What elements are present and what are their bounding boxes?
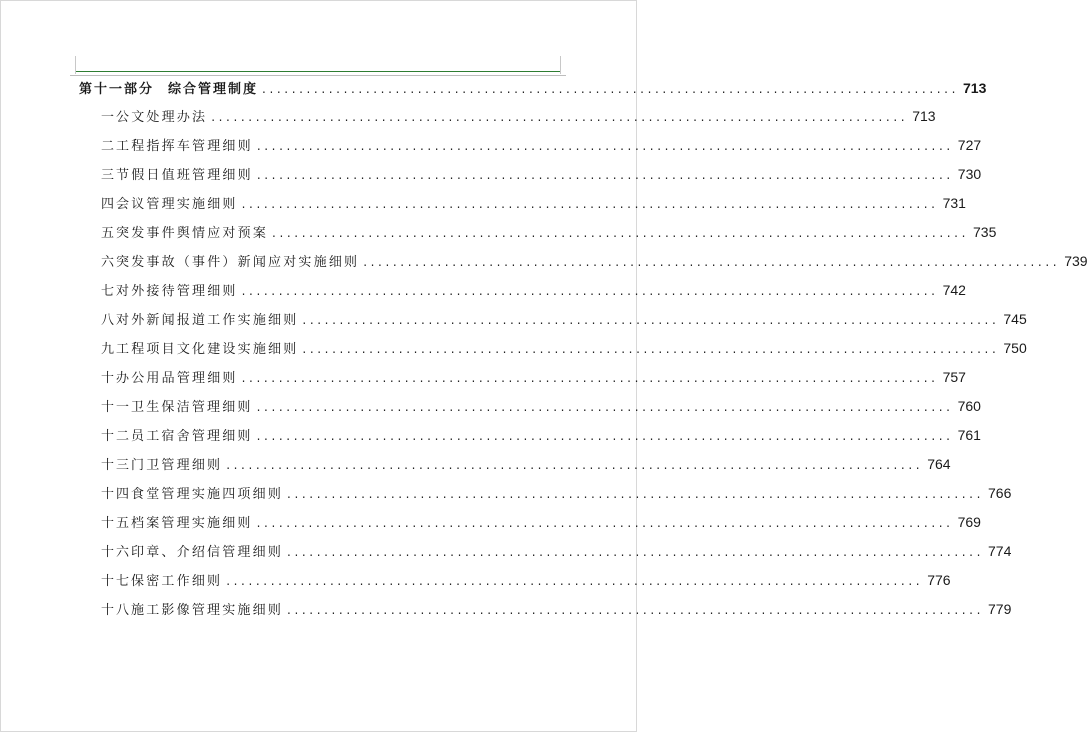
toc-entry[interactable]	[101, 338, 1027, 358]
toc-entry-page: 774	[988, 543, 1012, 559]
toc-part-title: 综合管理制度	[168, 82, 259, 97]
toc-entry[interactable]	[101, 106, 936, 126]
toc-leader-dots: ..............................................................................................	[256, 429, 954, 443]
header-rule-thin	[70, 75, 566, 76]
toc-leader-dots: ..............................................................................................	[287, 487, 984, 501]
toc-entry-page: 742	[942, 282, 966, 298]
toc-entry-page: 713	[912, 108, 936, 124]
toc-leader-dots: ..............................................................................................	[241, 371, 939, 385]
toc-entry-number: 十	[101, 371, 117, 386]
toc-entry-title: 会议管理实施细则	[116, 197, 238, 212]
toc-entry-number: 十五	[101, 516, 132, 531]
toc-entry-page: 764	[927, 456, 951, 472]
toc-entry-number: 一	[101, 110, 117, 125]
toc-entry-page: 735	[973, 224, 997, 240]
toc-entry-page: 757	[942, 369, 966, 385]
toc-leader-dots: ..............................................................................................	[241, 197, 939, 211]
toc-entry-page: 750	[1003, 340, 1027, 356]
toc-entry-number: 三	[101, 168, 117, 183]
toc-entry-number: 十三	[101, 458, 132, 473]
toc-entry-number: 五	[101, 226, 117, 241]
toc-entry-page: 745	[1003, 311, 1027, 327]
toc-leader-dots: ..............................................................................................	[226, 574, 924, 588]
toc-entry[interactable]	[101, 164, 982, 184]
toc-leader-dots: ..............................................................................................	[226, 458, 924, 472]
toc-entry[interactable]	[101, 280, 966, 300]
toc-entry-title: 公文处理办法	[116, 110, 208, 125]
toc-entry-number: 四	[101, 197, 117, 212]
toc-leader-dots: ..............................................................................................	[256, 168, 954, 182]
toc-entry[interactable]	[101, 454, 951, 474]
header-rule	[76, 71, 560, 72]
toc-leader-dots: ..............................................................................................	[287, 603, 984, 617]
toc-leader-dots: ..............................................................................................	[256, 516, 954, 530]
toc-entry[interactable]	[101, 425, 981, 445]
toc-entry[interactable]	[101, 251, 1088, 271]
toc-leader-dots: ..............................................................................................	[287, 545, 984, 559]
toc-leader-dots: ..............................................................................................	[363, 255, 1061, 269]
toc-entry-number: 十六	[101, 545, 132, 560]
toc-part-number: 第十一部分	[79, 82, 155, 97]
toc-entry-title: 施工影像管理实施细则	[131, 603, 284, 618]
toc-entry-number: 十二	[101, 429, 132, 444]
toc-entry-page: 779	[988, 601, 1012, 617]
toc-entry-title: 档案管理实施细则	[131, 516, 253, 531]
toc-entry-number: 二	[101, 139, 117, 154]
toc-entry-page: 776	[927, 572, 951, 588]
toc-entry-number: 七	[101, 284, 117, 299]
toc-entry-title: 工程项目文化建设实施细则	[116, 342, 299, 357]
toc-leader-dots: ..............................................................................................	[302, 342, 1000, 356]
toc-entry[interactable]	[101, 599, 1012, 619]
toc-entry-number: 十四	[101, 487, 132, 502]
toc-entry-title: 对外新闻报道工作实施细则	[116, 313, 299, 328]
toc-entry[interactable]	[101, 541, 1012, 561]
toc-entry-title: 突发事故（事件）新闻应对实施细则	[116, 255, 360, 270]
toc-leader-dots: ..............................................................................................	[262, 82, 959, 96]
toc-leader-dots: ..............................................................................................	[256, 400, 954, 414]
toc-entry-title: 卫生保洁管理细则	[131, 400, 253, 415]
toc-entry-number: 九	[101, 342, 117, 357]
toc-leader-dots: ..............................................................................................	[241, 284, 939, 298]
toc-entry-number: 六	[101, 255, 117, 270]
toc-entry-page: 769	[957, 514, 981, 530]
toc-entry-title: 突发事件舆情应对预案	[116, 226, 269, 241]
toc-entry-title: 办公用品管理细则	[116, 371, 238, 386]
toc-entry-page: 727	[957, 137, 982, 153]
header-corner-mark-right	[560, 56, 561, 74]
toc-entry-page: 766	[988, 485, 1012, 501]
toc-entry-title: 工程指挥车管理细则	[116, 139, 253, 154]
toc-entry[interactable]	[101, 570, 951, 590]
toc-leader-dots: ..............................................................................................	[302, 313, 1000, 327]
toc-entry-page: 760	[957, 398, 981, 414]
toc-entry-number: 十八	[101, 603, 132, 618]
toc-entry[interactable]	[101, 193, 966, 213]
toc-entry-title: 节假日值班管理细则	[116, 168, 253, 183]
toc-leader-dots: ..............................................................................................	[256, 139, 954, 153]
toc-entry-number: 八	[101, 313, 117, 328]
toc-entry-title: 对外接待管理细则	[116, 284, 238, 299]
toc-part-heading[interactable]	[79, 78, 987, 98]
toc-leader-dots: ..............................................................................................	[272, 226, 969, 240]
toc-entry[interactable]	[101, 222, 997, 242]
toc-entry-title: 印章、介绍信管理细则	[131, 545, 284, 560]
toc-entry-number: 十一	[101, 400, 132, 415]
toc-entry-number: 十七	[101, 574, 132, 589]
toc-entry-title: 食堂管理实施四项细则	[131, 487, 284, 502]
toc-entry-page: 739	[1064, 253, 1088, 269]
toc-entry-page: 730	[957, 166, 982, 182]
toc-entry[interactable]	[101, 135, 982, 155]
toc-entry[interactable]	[101, 512, 981, 532]
toc-entry[interactable]	[101, 396, 981, 416]
toc-entry-title: 门卫管理细则	[131, 458, 223, 473]
toc-part-page: 713	[963, 80, 987, 96]
toc-entry-page: 761	[957, 427, 981, 443]
toc-entry[interactable]	[101, 483, 1012, 503]
toc-entry-title: 员工宿舍管理细则	[131, 429, 253, 444]
toc-entry-page: 731	[942, 195, 966, 211]
toc-entry[interactable]	[101, 367, 966, 387]
toc-entry-title: 保密工作细则	[131, 574, 223, 589]
toc-leader-dots: ..............................................................................................	[211, 110, 909, 124]
toc-entry[interactable]	[101, 309, 1027, 329]
